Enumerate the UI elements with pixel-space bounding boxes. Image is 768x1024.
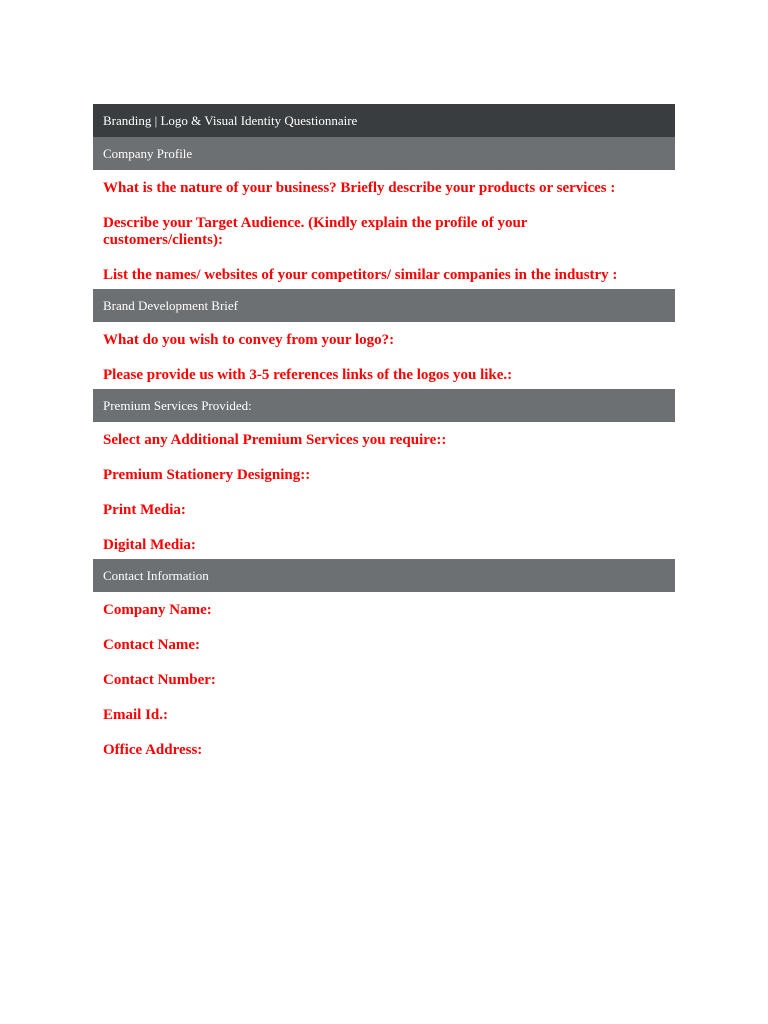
question-logo-references: Please provide us with 3-5 references links of the logos you like.: (103, 367, 513, 383)
document-title: Branding | Logo & Visual Identity Questionnaire (93, 104, 675, 137)
question-business-nature: What is the nature of your business? Briefly describe your products or services : (103, 180, 616, 196)
field-contact-number: Contact Number: (103, 672, 216, 688)
question-additional-services: Select any Additional Premium Services you require:: (103, 432, 447, 448)
field-email-id: Email Id.: (103, 707, 169, 723)
section-body-premium-services (93, 422, 675, 559)
questionnaire-sheet (93, 104, 675, 764)
field-contact-name: Contact Name: (103, 637, 201, 653)
field-company-name: Company Name: (103, 602, 212, 618)
section-heading-company-profile: Company Profile (93, 137, 675, 170)
section-heading-brand-brief: Brand Development Brief (93, 289, 675, 322)
section-body-brand-brief (93, 322, 675, 389)
question-stationery: Premium Stationery Designing:: (103, 467, 311, 483)
question-print-media: Print Media: (103, 502, 186, 518)
question-digital-media: Digital Media: (103, 537, 196, 553)
section-body-company-profile (93, 170, 675, 289)
section-heading-premium-services: Premium Services Provided: (93, 389, 675, 422)
question-competitors: List the names/ websites of your competitors/ similar companies in the industry : (103, 267, 618, 283)
field-office-address: Office Address: (103, 742, 203, 758)
section-heading-contact-info: Contact Information (93, 559, 675, 592)
question-target-audience: Describe your Target Audience. (Kindly explain the profile of your customers/clients): (103, 215, 528, 248)
question-logo-message: What do you wish to convey from your logo?: (103, 332, 395, 348)
section-body-contact-info (93, 592, 675, 764)
